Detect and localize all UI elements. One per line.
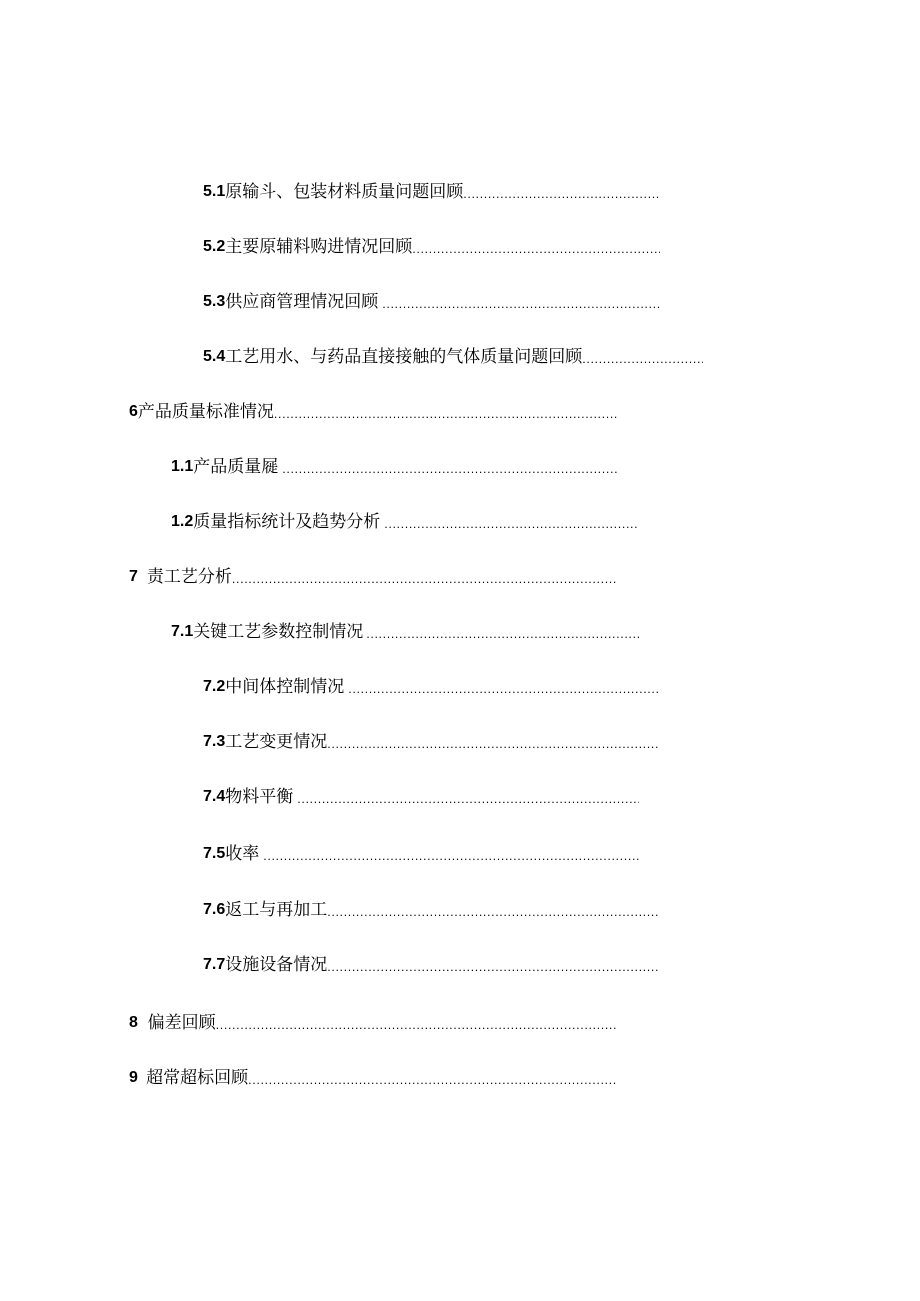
toc-entry-number: 5.1	[203, 183, 226, 200]
toc-entry[interactable]	[203, 675, 660, 699]
toc-dot-leader	[274, 400, 618, 424]
toc-entry[interactable]	[203, 290, 660, 314]
toc-entry[interactable]	[129, 1066, 618, 1090]
toc-entry[interactable]	[203, 842, 639, 866]
toc-dot-leader	[263, 842, 639, 866]
toc-entry-title: 供应商管理情况回顾	[225, 292, 379, 312]
toc-entry-title: 产品质量标准情况	[137, 402, 274, 422]
toc-entry[interactable]	[129, 1011, 618, 1035]
toc-entry-title: 超常超标回顾	[146, 1068, 249, 1088]
toc-entry-number: 5.4	[203, 348, 226, 365]
toc-entry-title: 中间体控制情况	[225, 677, 345, 697]
toc-entry[interactable]	[203, 180, 660, 204]
toc-entry[interactable]	[203, 953, 660, 977]
toc-entry-number: 5.2	[203, 238, 226, 255]
toc-entry[interactable]	[171, 455, 618, 479]
toc-entry-number: 8	[129, 1014, 138, 1031]
toc-entry-title: 质量指标统计及趋势分析	[193, 512, 381, 532]
toc-dot-leader	[348, 675, 660, 699]
toc-entry-number: 7.4	[203, 788, 226, 805]
toc-dot-leader	[382, 290, 660, 314]
toc-entry-title: 偏差回顾	[147, 1013, 216, 1033]
toc-entry[interactable]	[171, 510, 639, 534]
toc-entry-number: 7.6	[203, 901, 226, 918]
toc-entry[interactable]	[203, 730, 660, 754]
toc-entry-title: 工艺变更情况	[225, 732, 328, 752]
toc-entry-title: 返工与再加工	[225, 900, 328, 920]
toc-entry-number: 7	[129, 568, 138, 585]
toc-entry-number: 7.2	[203, 678, 226, 695]
toc-dot-leader	[297, 785, 639, 809]
toc-dot-leader	[412, 235, 660, 259]
toc-entry[interactable]	[203, 235, 660, 259]
toc-dot-leader	[463, 180, 660, 204]
toc-entry-title: 收率	[225, 844, 260, 864]
toc-entry-title: 产品质量屣	[193, 457, 279, 477]
toc-entry-title: 设施设备情况	[225, 955, 328, 975]
toc-entry-number: 5.3	[203, 293, 226, 310]
toc-entry[interactable]	[171, 620, 639, 644]
toc-dot-leader	[384, 510, 639, 534]
toc-dot-leader	[327, 730, 660, 754]
toc-entry-number: 7.3	[203, 733, 226, 750]
toc-entry-number: 7.7	[203, 956, 226, 973]
toc-entry-title: 主要原辅料购进情况回顾	[225, 237, 413, 257]
toc-entry-number: 9	[129, 1069, 138, 1086]
toc-entry-title: 物料平衡	[225, 787, 294, 807]
toc-entry-title: 工艺用水、与药品直接接触的气体质量问题回顾	[225, 347, 583, 367]
toc-entry-title: 原输斗、包装材料质量问题回顾	[225, 182, 464, 202]
toc-entry[interactable]	[203, 898, 660, 922]
toc-dot-leader	[582, 345, 703, 369]
toc-entry-number: 7.1	[171, 623, 194, 640]
toc-entry-number: 7.5	[203, 845, 226, 862]
toc-dot-leader	[248, 1066, 618, 1090]
toc-entry-number: 6	[129, 403, 138, 420]
toc-dot-leader	[282, 455, 618, 479]
toc-entry[interactable]	[203, 785, 639, 809]
toc-entry[interactable]	[129, 565, 618, 589]
toc-entry[interactable]	[203, 345, 703, 369]
toc-dot-leader	[366, 620, 639, 644]
toc-entry-number: 1.2	[171, 513, 194, 530]
toc-entry-number: 1.1	[171, 458, 194, 475]
toc-dot-leader	[327, 898, 660, 922]
toc-dot-leader	[232, 565, 618, 589]
toc-entry-title: 关键工艺参数控制情况	[193, 622, 364, 642]
toc-dot-leader	[327, 953, 660, 977]
toc-entry-title: 责工艺分析	[146, 567, 232, 587]
toc-dot-leader	[216, 1011, 618, 1035]
toc-entry[interactable]	[129, 400, 618, 424]
